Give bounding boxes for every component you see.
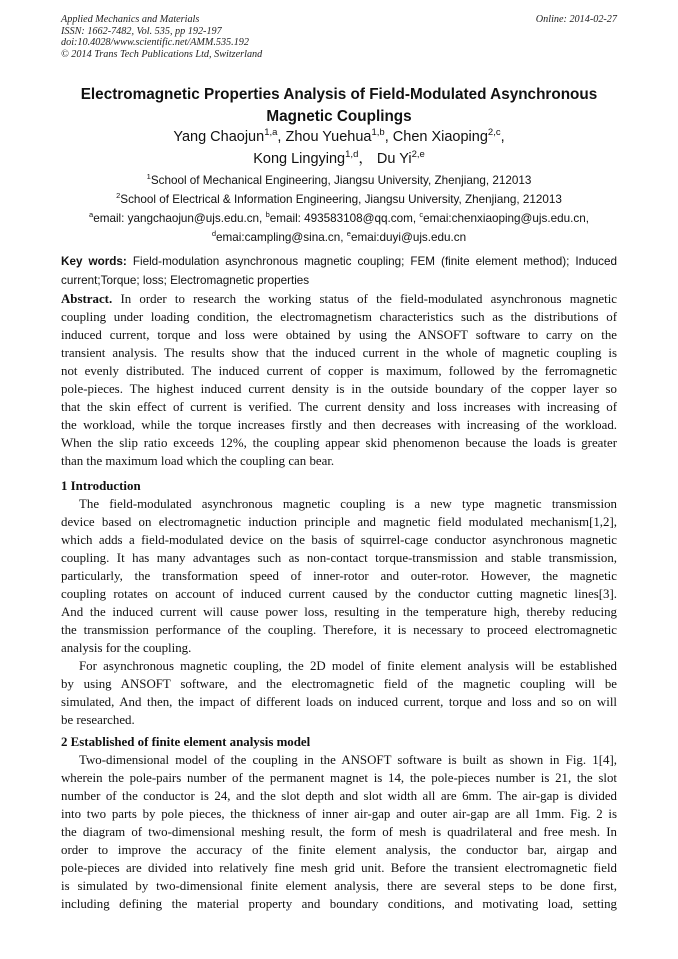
copyright-line: © 2014 Trans Tech Publications Ltd, Switzerland [61, 48, 263, 60]
body-line: order to improve the accuracy of the finite element analysis, the conductor bar, airgap and [61, 843, 617, 857]
email-row-2 [40, 228, 638, 247]
author-name: Chen Xiaoping [392, 129, 488, 145]
keywords [61, 252, 617, 290]
author-sep: , [384, 129, 393, 145]
affiliation-sup: 2 [116, 191, 121, 200]
author-sup: 2,c [487, 127, 501, 138]
abstract-line: not evenly distributed. The induced current of copper is maximum, followed by the ferromagnetic [61, 364, 617, 378]
body-line: by using ANSOFT software, and the electromagnetic field of the magnetic coupling will be [61, 677, 617, 691]
affiliation-1 [40, 171, 638, 190]
email-sup: d [211, 229, 217, 238]
author-name: Kong Lingying [253, 151, 346, 167]
email-sup: c [419, 210, 424, 219]
body-line: be researched. [61, 713, 135, 727]
abstract-line: coupling under loading condition, the electromagnetism characteristics such as the distributions of [61, 310, 617, 324]
body-line: analysis for the coupling. [61, 641, 192, 655]
author-sup: 2,e [411, 149, 425, 160]
author-sep: , [277, 129, 286, 145]
body-line: The field-modulated asynchronous magnetic coupling is a new type magnetic transmission [79, 497, 617, 511]
body-line: device based on electromagnetic induction principle and magnetic field modulated mechanism[1,2], [61, 515, 617, 529]
section-2-paragraph-1 [61, 751, 617, 913]
author-name: Du Yi [376, 151, 412, 167]
body-line: particularly, the transformation speed of inner-rotor and outer-rotor. However, the magnetic [61, 569, 617, 583]
keywords-label: Key words: [61, 255, 127, 268]
body-line: And the induced current will cause power loss, resulting in the temperature high, thereby reducing [61, 605, 617, 619]
affiliation-sup: 1 [146, 172, 151, 181]
author-row-1 [40, 126, 638, 148]
body-line: including defining the material property and boundary conditions, and motivating load, setting [61, 897, 617, 911]
body-line: number of the conductor is 24, and the slot depth and slot width all are 6mm. The air-gap is divided [61, 789, 617, 803]
email-e: emai:duyi@ujs.edu.cn [350, 231, 467, 244]
journal-header [61, 14, 617, 60]
abstract-line: pole-pieces. The highest induced current density is in the outside boundary of the copper layer so [61, 382, 617, 396]
abstract-text: In order to research the working status of the field-modulated asynchronous magnetic [112, 292, 617, 306]
email-row-1 [40, 209, 638, 228]
abstract-line: transient analysis. The results show that the induced current in the whole of magnetic coupling is [61, 346, 617, 360]
body-line: coupling. It has many advantages such as non-contact torque-transmission and stable transmission, [61, 551, 617, 565]
section-1-paragraph-1 [61, 495, 617, 657]
issn-line: ISSN: 1662-7482, Vol. 535, pp 192-197 [61, 25, 222, 37]
abstract [61, 290, 617, 470]
abstract-label: Abstract. [61, 292, 113, 306]
abstract-line: When the slip ratio exceeds 12%, the coupling appear skid phenomenon because the loads is greater [61, 436, 617, 450]
author-name: Zhou Yuehua [285, 129, 372, 145]
body-line: into two parts by pole pieces, the thickness of inner air-gap and outer air-gap are all 1mm. Fig. 2 is [61, 807, 617, 821]
body-line: simulated, And then, the impact of different loads on induced current, torque and loss and so on will [61, 695, 617, 709]
doi-line: doi:10.4028/www.scientific.net/AMM.535.192 [61, 37, 249, 48]
section-2-heading: 2 Established of finite element analysis model [61, 735, 311, 749]
online-date: Online: 2014-02-27 [535, 14, 617, 25]
email-sup: a [89, 210, 94, 219]
abstract-line: that the skin effect of current is verified. The current density and loss increases with increasing of [61, 400, 617, 414]
body-line: the transmission performance of the coupling. Therefore, it is necessary to proceed electromagnetic [61, 623, 617, 637]
affiliation-text: School of Electrical & Information Engineering, Jiangsu University, Zhenjiang, 212013 [120, 193, 562, 206]
title-line-1: Electromagnetic Properties Analysis of Field-Modulated Asynchronous [80, 86, 598, 103]
email-sup: b [265, 210, 270, 219]
section-1-heading: 1 Introduction [61, 479, 141, 493]
author-name: Yang Chaojun [173, 129, 265, 145]
affiliation-text: School of Mechanical Engineering, Jiangsu University, Zhenjiang, 212013 [150, 174, 532, 187]
email-d: emai:campling@sina.cn, [216, 231, 347, 244]
affiliation-2 [40, 190, 638, 209]
section-1-paragraph-2 [61, 657, 617, 729]
body-line: is simulated by two-dimensional finite element analysis, there are several steps to be done first, [61, 879, 617, 893]
abstract-line: the workload, while the torque increases firstly and then decreases with increasing of the workload. [61, 418, 617, 432]
abstract-line [61, 290, 617, 308]
body-line: the diagram of two-dimensional meshing result, the form of mesh is quadrilateral and free mesh. In [61, 825, 617, 839]
abstract-line: than the maximum load which the coupling can bear. [61, 454, 335, 468]
body-line: coupling rotates on account of induced current caused by the conductor cutting magnetic lines[3]. [61, 587, 617, 601]
paper-title [40, 84, 638, 128]
email-a: email: yangchaojun@ujs.edu.cn, [93, 212, 266, 225]
abstract-line: induced current, torque and loss were obtained by using the ANSOFT software to carry on the [61, 328, 617, 342]
author-sup: 1,a [264, 127, 278, 138]
email-sup: e [346, 229, 351, 238]
author-sep: , [500, 129, 505, 145]
author-sep: ， [358, 151, 373, 167]
author-row-2 [40, 148, 638, 170]
body-line: For asynchronous magnetic coupling, the 2D model of finite element analysis will be established [79, 659, 617, 673]
body-line: wherein the pole-pairs number of the permanent magnet is 14, the pole-pieces number is 21, the slot [61, 771, 617, 785]
keywords-text: Field-modulation asynchronous magnetic coupling; FEM (finite element method); Induced current;Torque; loss; Electromagnetic properties [61, 255, 618, 287]
journal-name: Applied Mechanics and Materials [61, 14, 200, 25]
body-line: pole-pieces are divided into relatively fine mesh grid unit. Before the transient electromagnetic field [61, 861, 617, 875]
author-list [40, 126, 638, 170]
email-c: emai:chenxiaoping@ujs.edu.cn, [423, 212, 589, 225]
email-b: email: 493583108@qq.com, [269, 212, 420, 225]
author-sup: 1,b [371, 127, 385, 138]
body-line: Two-dimensional model of the coupling in the ANSOFT software is built as shown in Fig. 1[4], [79, 753, 617, 767]
title-line-2: Magnetic Couplings [266, 108, 412, 125]
affiliations [40, 171, 638, 247]
body-line: which adds a field-modulated device on the basis of squirrel-cage conductor asynchronous magnetic [61, 533, 617, 547]
author-sup: 1,d [345, 149, 359, 160]
